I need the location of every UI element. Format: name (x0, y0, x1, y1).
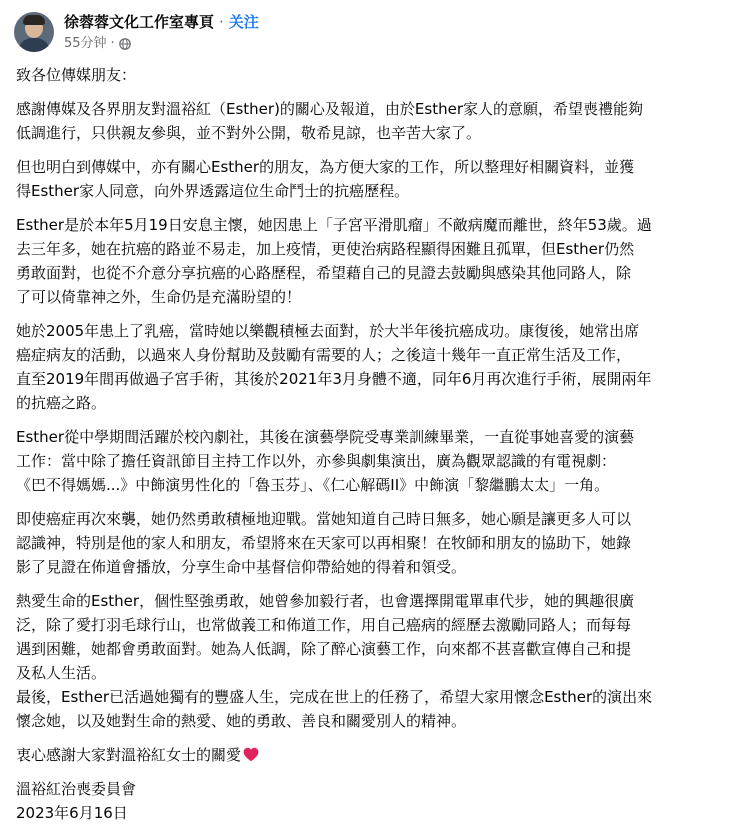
post-paragraph-greeting: 致各位傳媒朋友： (16, 66, 137, 84)
post-paragraph: Esther從中學期間活躍於校內劇社，其後在演藝學院受專業訓練畢業，一直從事她喜愛的演藝 工作：當中除了擔任資訊節目主持工作以外，亦參與劇集演出，廣為觀眾認識的有電視劇： 《巴不得媽媽...》中飾演男性化的「魯玉芬」、《仁心解碼II》中飾演「黎繼鵬太太」一角。 (16, 428, 635, 494)
author-avatar[interactable] (14, 12, 54, 52)
follow-button[interactable]: 关注 (228, 13, 259, 31)
meta-separator-dot: · (110, 36, 115, 51)
author-name[interactable]: 徐蓉蓉文化工作室專頁 (64, 13, 215, 31)
separator-dot: · (219, 13, 224, 31)
post-header (0, 0, 746, 58)
post-body (16, 63, 734, 825)
post-paragraph: 但也明白到傳媒中，亦有關心Esther的朋友，為方便大家的工作，所以整理好相關資料，並獲 得Esther家人同意，向外界透露這位生命鬥士的抗癌歷程。 (16, 158, 635, 200)
post-paragraph: 她於2005年患上了乳癌，當時她以樂觀積極去面對，於大半年後抗癌成功。康復後，她常出席 癌症病友的活動，以過來人身份幫助及鼓勵有需要的人；之後這十幾年一直正常生活及工作， 直至2019年間再做過子宮手術，其後於2021年3月身體不適，同年6月再次進行手術，展開兩年 的抗癌之路。 (16, 322, 652, 412)
heart-icon (243, 747, 259, 762)
post-paragraph: 感謝傳媒及各界朋友對溫裕紅（Esther)的關心及報道，由於Esther家人的意願，希望喪禮能夠 低調進行，只供親友參與，並不對外公開，敬希見諒，也辛苦大家了。 (16, 100, 644, 142)
post-timestamp[interactable]: 55分钟 (64, 36, 107, 51)
post-paragraph: Esther是於本年5月19日安息主懷，她因患上「子宮平滑肌瘤」不敵病魔而離世，終年53歲。過 去三年多，她在抗癌的路並不易走，加上疫情，更使治病路程顯得困難且孤單，但Esther仍然 勇敢面對，也從不介意分享抗癌的心路歷程，希望藉自己的見證去鼓勵與感染其他同路人，除 了可以倚靠神之外，生命仍是充滿盼望的！ (16, 216, 652, 306)
avatar-hair (23, 15, 45, 25)
signature: 溫裕紅治喪委員會 (16, 780, 137, 798)
post-paragraph: 最後，Esther已活過她獨有的豐盛人生，完成在世上的任務了，希望大家用懷念Esther的演出來 懷念她，以及她對生命的熱愛、她的勇敢、善良和關愛別人的精神。 (16, 688, 653, 730)
post-paragraph: 即使癌症再次來襲，她仍然勇敢積極地迎戰。當她知道自己時日無多，她心願是讓更多人可以 認識神，特別是他的家人和朋友，希望將來在天家可以再相聚！在牧師和朋友的協助下，她錄 影了見證在佈道會播放，分享生命中基督信仰帶給她的得着和領受。 (16, 510, 632, 576)
thanks-text: 衷心感謝大家對溫裕紅女士的關愛 (16, 746, 242, 764)
post-paragraph: 熱愛生命的Esther，個性堅強勇敢，她曾參加毅行者，也會選擇開電單車代步，她的興趣很廣 泛，除了愛打羽毛球行山，也常做義工和佈道工作，用自己癌病的經歷去激勵同路人；而每每 遇到困難，她都會勇敢面對。她為人低調，除了醉心演藝工作，向來都不甚喜歡宣傳自己和提 及私人生活。 (16, 592, 635, 682)
thanks-line (16, 743, 734, 767)
author-line (64, 12, 259, 32)
post-date: 2023年6月16日 (16, 804, 128, 822)
globe-icon[interactable] (119, 38, 131, 50)
avatar-body (18, 38, 50, 52)
post-meta (64, 35, 131, 53)
